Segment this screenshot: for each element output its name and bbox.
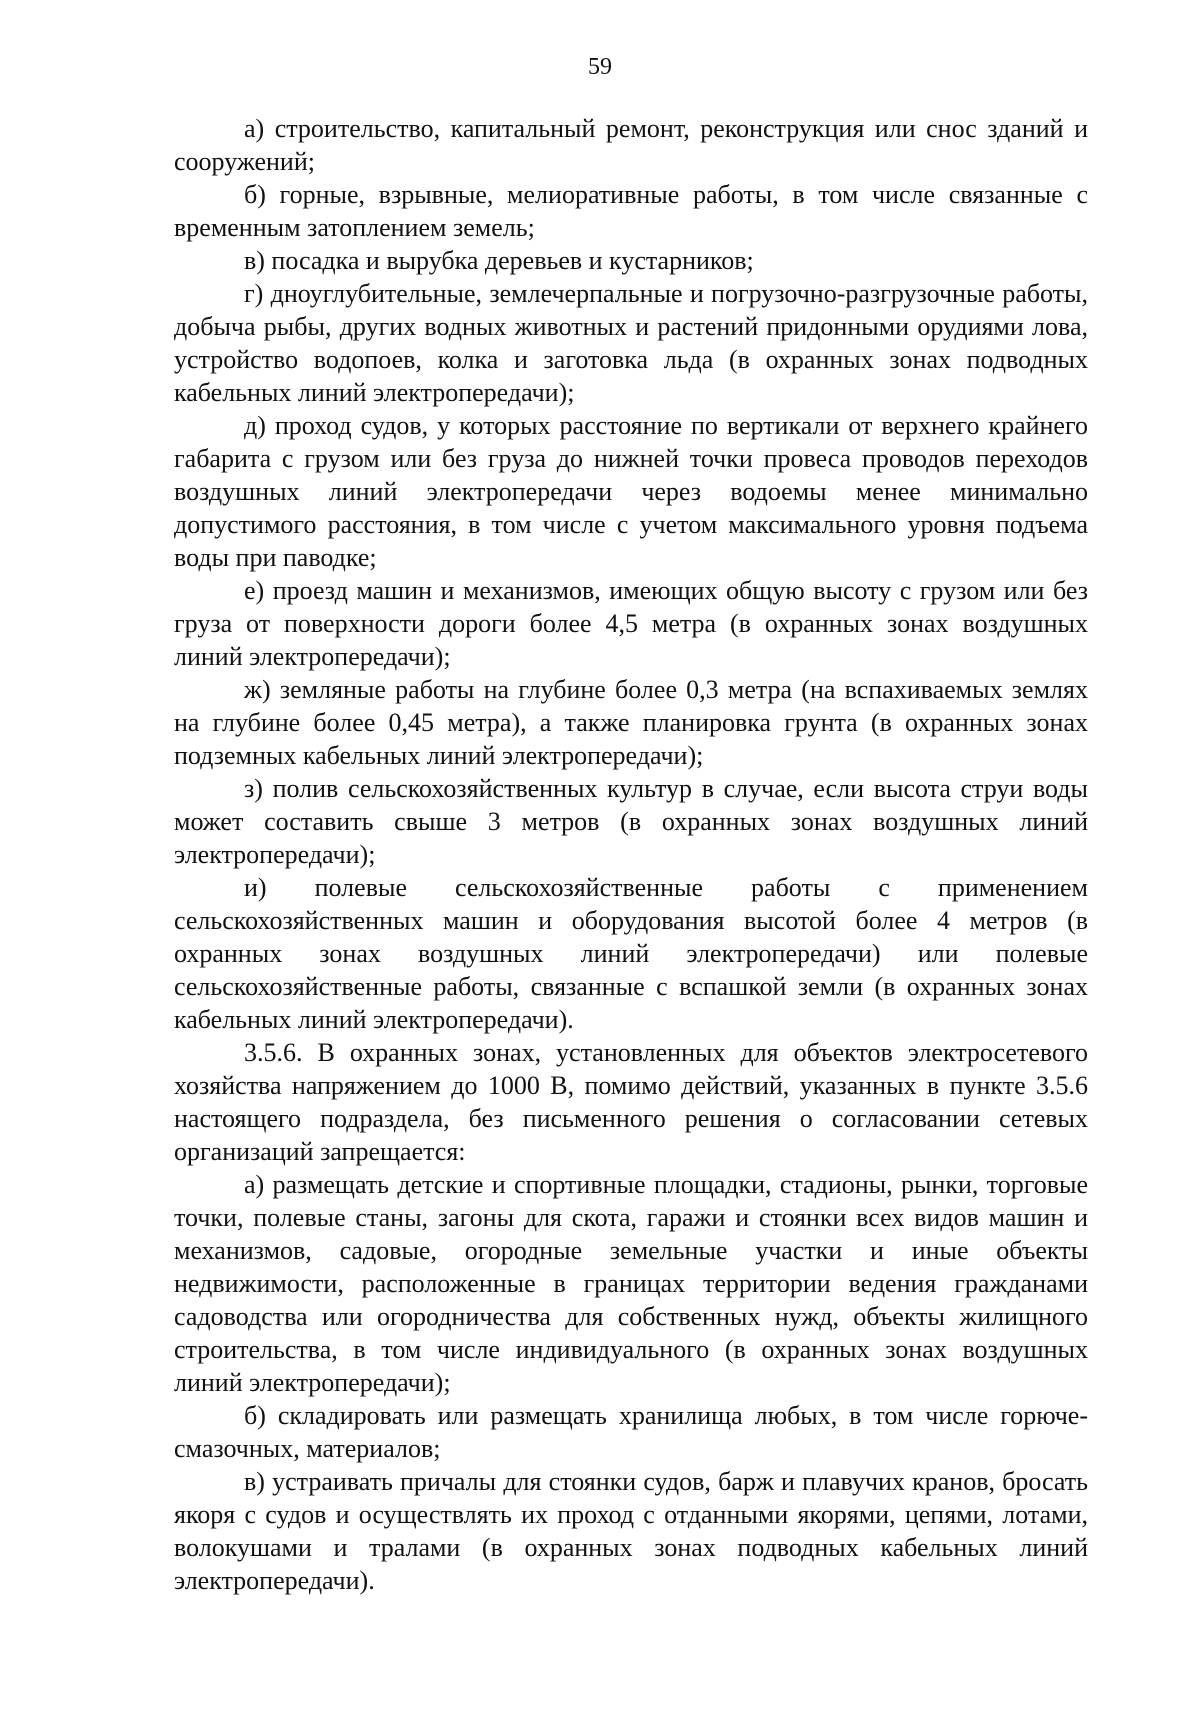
- paragraph-e-vehicles: е) проезд машин и механизмов, имеющих общую высоту с грузом или без груза от поверхности дороги более 4,5 метра (в охранных зонах воздушных линий электропередачи);: [174, 576, 1088, 671]
- paragraph-3-5-6: 3.5.6. В охранных зонах, установленных для объектов электросетевого хозяйства напряжением до 1000 В, помимо действий, указанных в пункте 3.5.6 настоящего подраздела, без письменного решения о согласовании сетевых организаций запрещается:: [174, 1038, 1088, 1166]
- paragraph-v-moorings: в) устраивать причалы для стоянки судов, барж и плавучих кранов, бросать якоря с судов и осуществлять их проход с отданными якорями, цепями, лотами, волокушами и тралами (в охранных зонах подводных кабельных линий электропередачи).: [174, 1467, 1088, 1595]
- paragraph-d-vessels: д) проход судов, у которых расстояние по вертикали от верхнего крайнего габарита с грузом или без груза до нижней точки провеса проводов переходов воздушных линий электропередачи через водоемы менее минимально допустимого расстояния, в том числе с учетом максимального уровня подъема воды при паводке;: [174, 411, 1088, 572]
- paragraph-i-field-works: и) полевые сельскохозяйственные работы с применением сельскохозяйственных машин и оборудования высотой более 4 метров (в охранных зонах воздушных линий электропередачи) или полевые сельскохозяйственные работы, связанные с вспашкой земли (в охранных зонах кабельных линий электропередачи).: [174, 873, 1088, 1034]
- paragraph-z-irrigation: з) полив сельскохозяйственных культур в случае, если высота струи воды может составить свыше 3 метров (в охранных зонах воздушных линий электропередачи);: [174, 774, 1088, 869]
- paragraph-b-mining: б) горные, взрывные, мелиоративные работы, в том числе связанные с временным затоплением земель;: [174, 180, 1088, 242]
- paragraph-zh-earthworks: ж) земляные работы на глубине более 0,3 метра (на вспахиваемых землях на глубине более 0,45 метра), а также планировка грунта (в охранных зонах подземных кабельных линий электропередачи);: [174, 675, 1088, 770]
- paragraph-a-construction: а) строительство, капитальный ремонт, реконструкция или снос зданий и сооружений;: [174, 114, 1088, 176]
- paragraph-v-trees: в) посадка и вырубка деревьев и кустарников;: [244, 246, 754, 275]
- paragraph-a-playgrounds: а) размещать детские и спортивные площадки, стадионы, рынки, торговые точки, полевые станы, загоны для скота, гаражи и стоянки всех видов машин и механизмов, садовые, огородные земельные участки и иные объекты недвижимости, расположенные в границах территории ведения гражданами садоводства или огородничества для собственных нужд, объекты жилищного строительства, в том числе индивидуального (в охранных зонах воздушных линий электропередачи);: [174, 1170, 1088, 1397]
- document-body: [174, 112, 1088, 1597]
- page-number: 59: [588, 54, 612, 80]
- paragraph-b-storage: б) складировать или размещать хранилища любых, в том числе горюче-смазочных, материалов;: [174, 1401, 1088, 1463]
- paragraph-g-dredging: г) дноуглубительные, землечерпальные и погрузочно-разгрузочные работы, добыча рыбы, других водных животных и растений придонными орудиями лова, устройство водопоев, колка и заготовка льда (в охранных зонах подводных кабельных линий электропередачи);: [174, 279, 1088, 407]
